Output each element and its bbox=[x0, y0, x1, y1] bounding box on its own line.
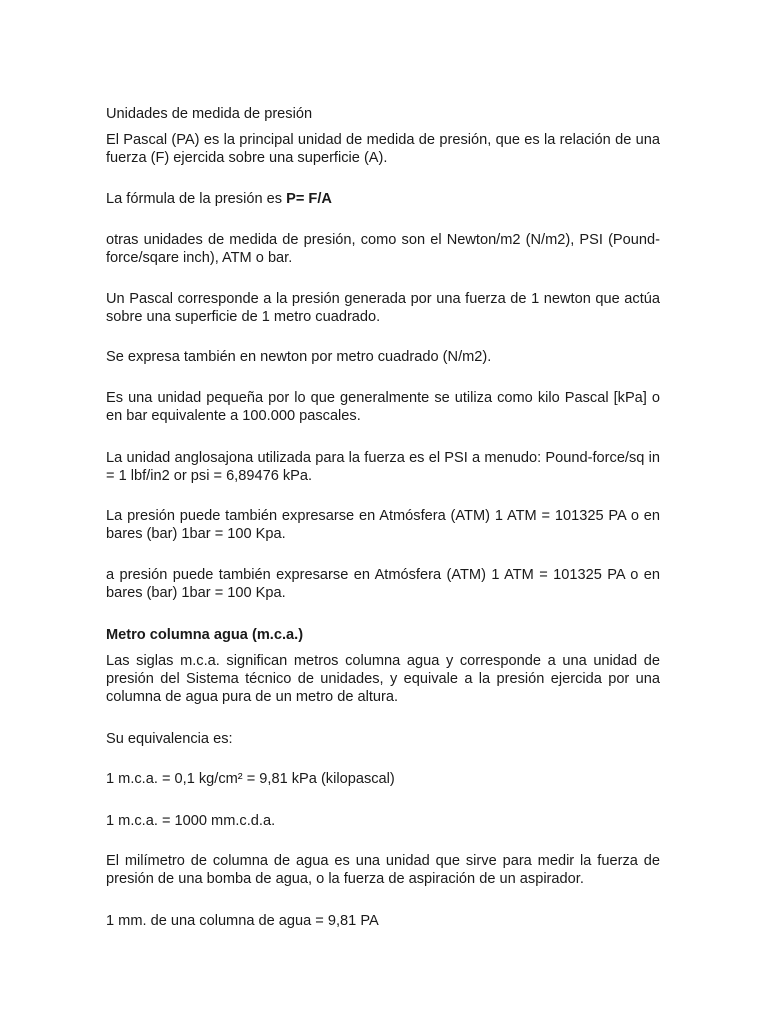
equation-mca-mm: 1 m.c.a. = 1000 mm.c.d.a. bbox=[106, 813, 276, 829]
paragraph-siglas: Las siglas m.c.a. significan metros columna agua y corresponde a una unidad de presión del Sistema técnico de unidades, y equivale a la presión ejercida por una columna de agua pura de un metro de altura. bbox=[106, 653, 660, 705]
paragraph-equivalencia: Su equivalencia es: bbox=[106, 731, 233, 747]
heading-metro-columna-agua: Metro columna agua (m.c.a.) bbox=[106, 627, 304, 643]
formula-text: P= F/A bbox=[286, 191, 332, 207]
equation-mca-kpa: 1 m.c.a. = 0,1 kg/cm² = 9,81 kPa (kilopascal) bbox=[106, 771, 395, 787]
paragraph-pascal: El Pascal (PA) es la principal unidad de medida de presión, que es la relación de una fuerza (F) ejercida sobre una superficie (A). bbox=[106, 132, 660, 166]
paragraph-anglosajona: La unidad anglosajona utilizada para la fuerza es el PSI a menudo: Pound-force/sq in = 1 lbf/in2 or psi = 6,89476 kPa. bbox=[106, 450, 660, 484]
paragraph-expresa: Se expresa también en newton por metro cuadrado (N/m2). bbox=[106, 349, 492, 365]
paragraph-unidad-pequena: Es una unidad pequeña por lo que generalmente se utiliza como kilo Pascal [kPa] o en bar equivalente a 100.000 pascales. bbox=[106, 390, 660, 424]
paragraph-un-pascal: Un Pascal corresponde a la presión generada por una fuerza de 1 newton que actúa sobre una superficie de 1 metro cuadrado. bbox=[106, 291, 660, 325]
document-title: Unidades de medida de presión bbox=[106, 106, 313, 122]
paragraph-atmosfera-2: a presión puede también expresarse en Atmósfera (ATM) 1 ATM = 101325 PA o en bares (bar) 1bar = 100 Kpa. bbox=[106, 567, 660, 601]
paragraph-formula bbox=[106, 190, 660, 208]
equation-mm-pa: 1 mm. de una columna de agua = 9,81 PA bbox=[106, 913, 379, 929]
formula-prefix: La fórmula de la presión es bbox=[106, 191, 287, 207]
paragraph-otras-unidades: otras unidades de medida de presión, como son el Newton/m2 (N/m2), PSI (Pound-force/sqare inch), ATM o bar. bbox=[106, 232, 660, 266]
paragraph-milimetro: El milímetro de columna de agua es una unidad que sirve para medir la fuerza de presión de una bomba de agua, o la fuerza de aspiración de un aspirador. bbox=[106, 853, 660, 887]
paragraph-atmosfera-1: La presión puede también expresarse en Atmósfera (ATM) 1 ATM = 101325 PA o en bares (bar) 1bar = 100 Kpa. bbox=[106, 508, 660, 542]
